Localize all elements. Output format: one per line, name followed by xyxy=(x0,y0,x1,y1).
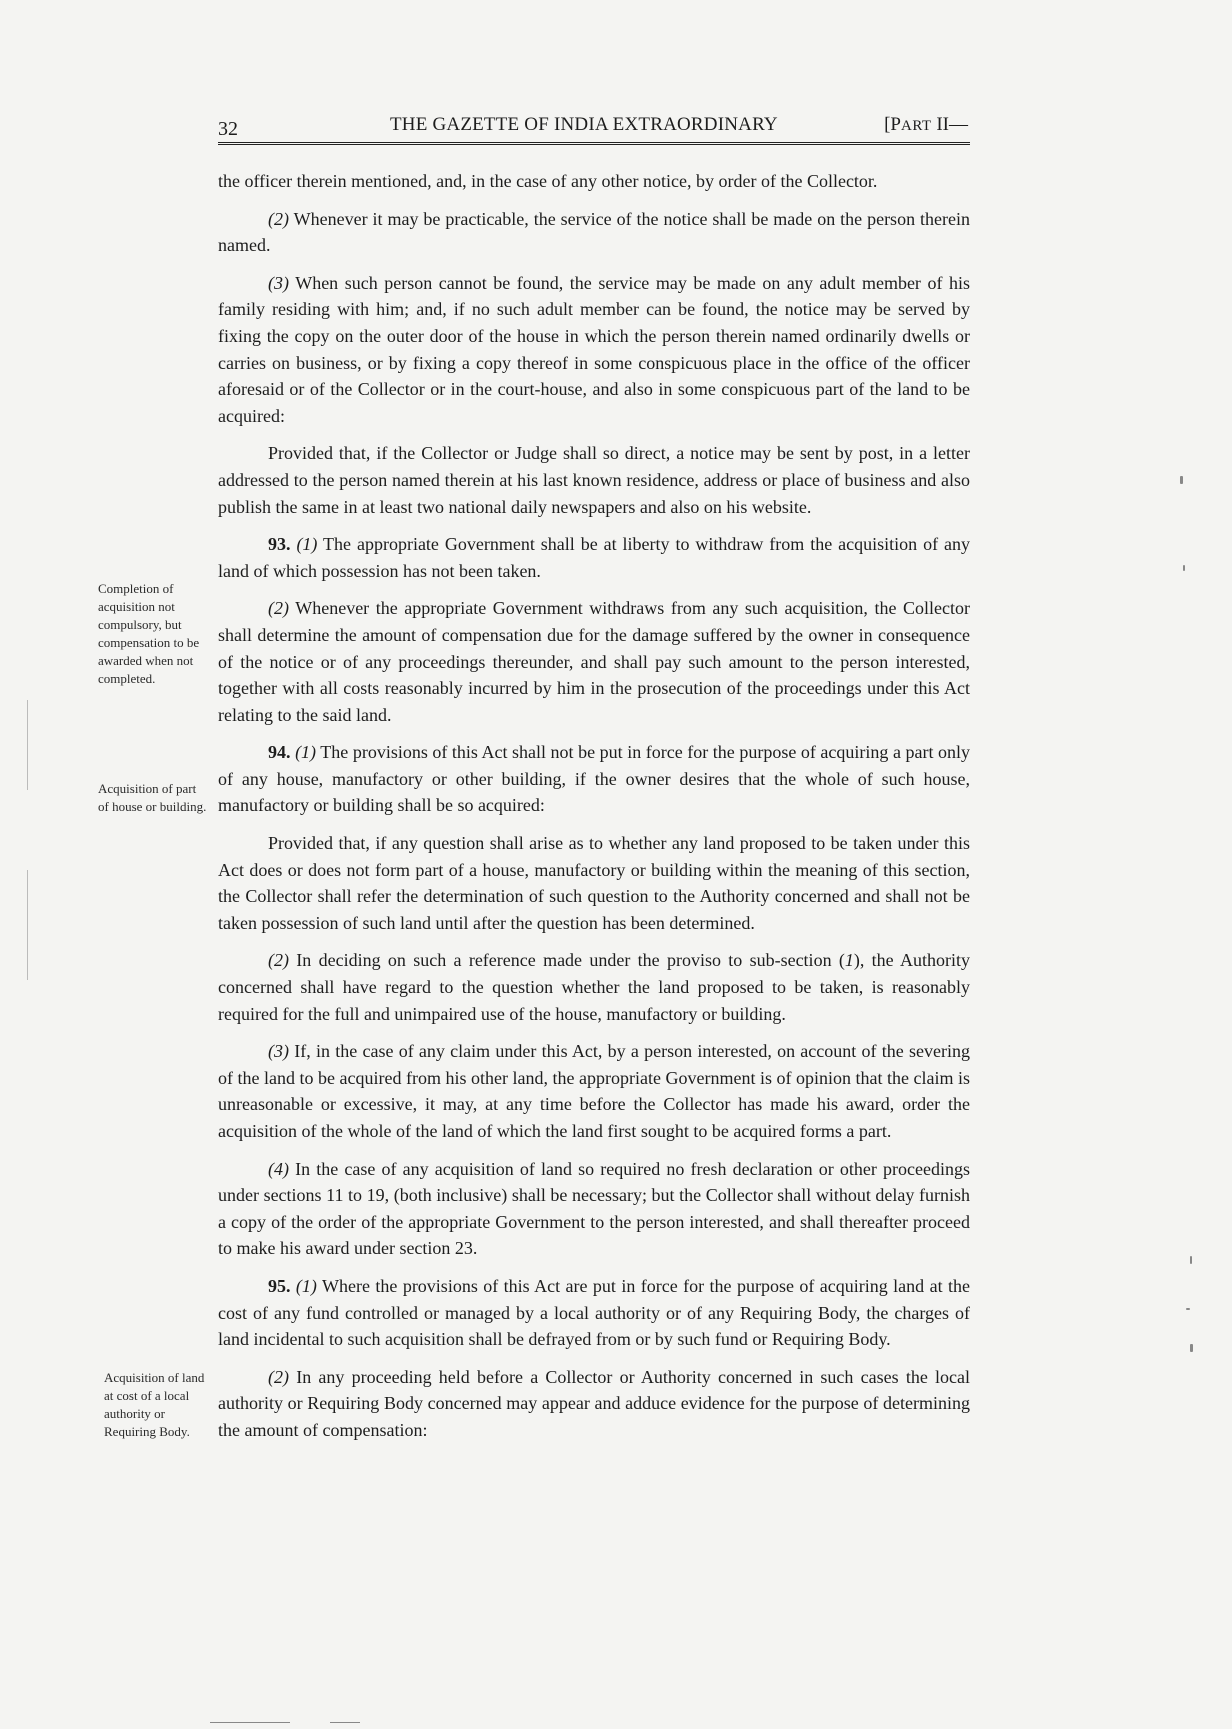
page-number: 32 xyxy=(218,118,238,140)
section-94-2: (2) In deciding on such a reference made under the proviso to sub-section (1), the Authority concerned shall have regard to the question whether the land proposed to be taken, is reasonably required for the full and unimpaired use of the house, manufactory or building. xyxy=(218,950,970,1024)
margin-note-section-93: Completion of acquisition not compulsory, but compensation to be awarded when not completed. xyxy=(98,581,200,686)
margin-note-section-94: Acquisition of part of house or building. xyxy=(98,781,207,814)
document-body xyxy=(218,168,970,1455)
margin-note-section-95: Acquisition of land at cost of a local authority or Requiring Body. xyxy=(104,1370,205,1439)
scan-bottom-line xyxy=(330,1722,360,1723)
paragraph-proviso: Provided that, if the Collector or Judge shall so direct, a notice may be sent by post, in a letter addressed to the person named therein at his last known residence, address or place of business and also publish the same in at least two national daily newspapers and also on his website. xyxy=(218,443,970,517)
scan-speck xyxy=(1183,565,1185,571)
section-95-1: 95. (1) Where the provisions of this Act are put in force for the purpose of acquiring land at the cost of any fund controlled or managed by a local authority or of any Requiring Body, the charges of land incidental to such acquisition shall be defrayed from or by such fund or Requiring Body. xyxy=(218,1275,970,1350)
section-94-3: (3) If, in the case of any claim under this Act, by a person interested, on account of the severing of the land to be acquired from his other land, the appropriate Government is of opinion that the claim is unreasonable or excessive, it may, at any time before the Collector has made his award, order the acquisition of the whole of the land of which the land first sought to be acquired forms a part. xyxy=(218,1041,970,1141)
paragraph-sub-3: (3) When such person cannot be found, the service may be made on any adult member of his family residing with him; and, if no such adult member can be found, the notice may be served by fixing the copy on the outer door of the house in which the person therein named ordinarily dwells or carries on business, or by fixing a copy thereof in some conspicuous place in the office of the officer aforesaid or of the Collector or in the court-house, and also in some conspicuous part of the land to be acquired: xyxy=(218,272,970,426)
scan-bottom-line xyxy=(210,1722,290,1723)
scan-speck xyxy=(1190,1344,1193,1352)
scan-speck xyxy=(1190,1256,1192,1264)
gazette-title: THE GAZETTE OF INDIA EXTRAORDINARY xyxy=(390,114,778,135)
section-94-1: 94. (1) The provisions of this Act shall not be put in force for the purpose of acquiring a part only of any house, manufactory or other building, if the owner desires that the whole of such house, manufactory or building shall be so acquired: xyxy=(218,742,971,816)
part-label: [PART II— xyxy=(884,114,968,135)
paragraph-continued: the officer therein mentioned, and, in the case of any other notice, by order of the Collector. xyxy=(218,171,878,191)
section-94-proviso: Provided that, if any question shall arise as to whether any land proposed to be taken under this Act does or does not form part of a house, manufactory or building within the meaning of this section, the Collector shall refer the determination of such question to the Authority concerned and shall not be taken possession of such land until after the question has been determined. xyxy=(218,833,970,933)
scan-speck xyxy=(1186,1308,1190,1310)
paragraph-sub-2: (2) Whenever it may be practicable, the service of the notice shall be made on the person therein named. xyxy=(218,208,970,256)
section-95-2: (2) In any proceeding held before a Collector or Authority concerned in such cases the local authority or Requiring Body concerned may appear and adduce evidence for the purpose of determining the amount of compensation: xyxy=(218,1366,970,1440)
page-header xyxy=(218,110,970,145)
section-93-2: (2) Whenever the appropriate Government withdraws from any such acquisition, the Collector shall determine the amount of compensation due for the damage suffered by the owner in consequence of the notice or of any proceedings thereunder, and shall pay such amount to the person interested, together with all costs reasonably incurred by him in the prosecution of the proceedings under this Act relating to the said land. xyxy=(218,598,970,725)
section-94-4: (4) In the case of any acquisition of land so required no fresh declaration or other proceedings under sections 11 to 19, (both inclusive) shall be necessary; but the Collector shall without delay furnish a copy of the order of the appropriate Government to the person interested, and shall thereafter proceed to make his award under section 23. xyxy=(218,1158,970,1259)
scan-speck xyxy=(1180,476,1183,484)
scan-edge-line xyxy=(27,870,28,980)
section-93-1: 93. (1) The appropriate Government shall be at liberty to withdraw from the acquisition of any land of which possession has not been taken. xyxy=(218,534,970,581)
scan-edge-line xyxy=(27,700,28,790)
